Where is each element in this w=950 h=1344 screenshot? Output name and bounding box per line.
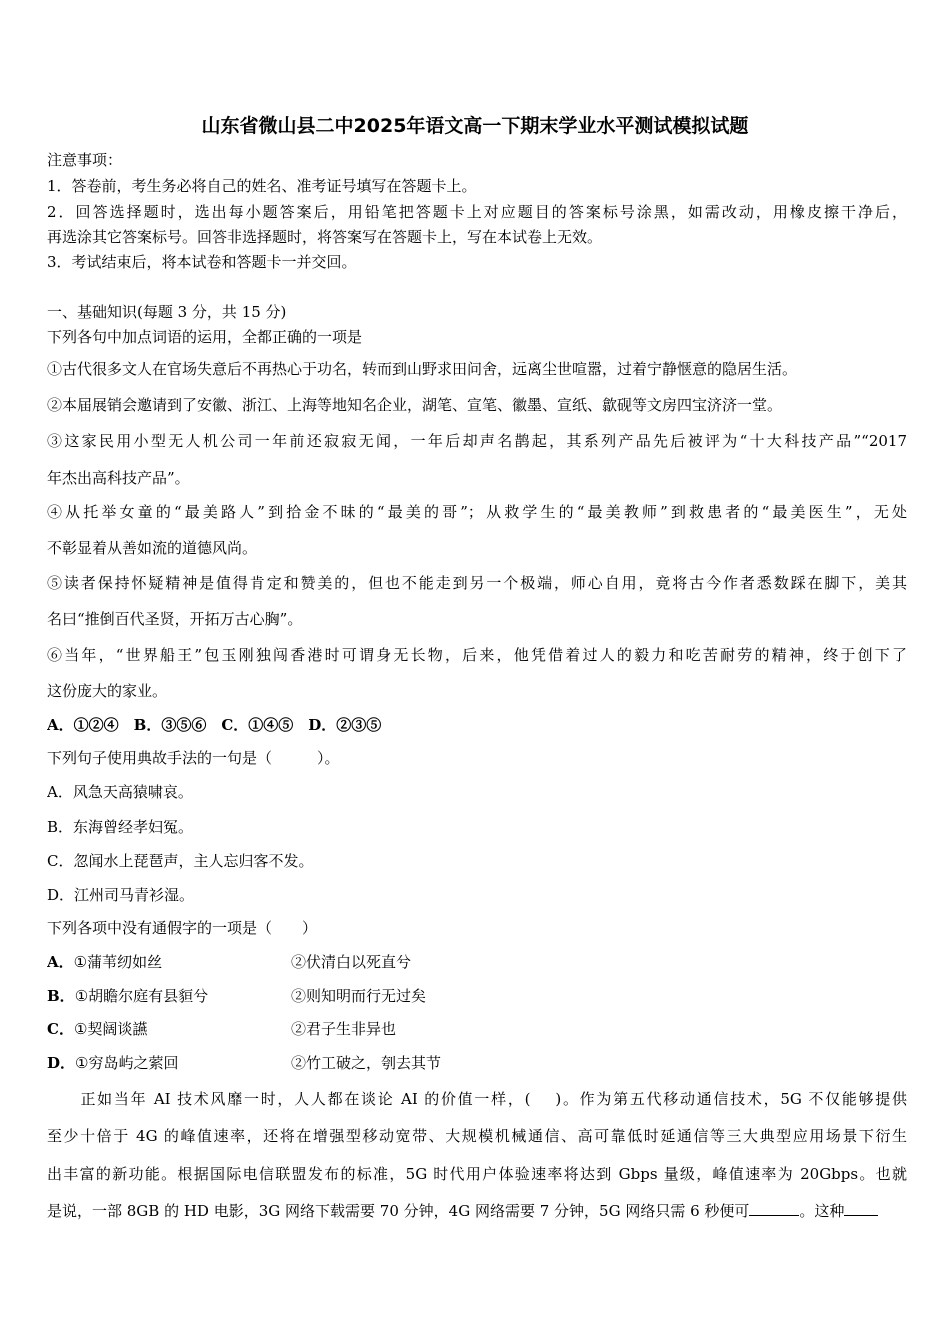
option-label: A．: [47, 953, 74, 971]
option-item-2: ②竹工破之，刳去其节: [291, 1054, 442, 1072]
question-line: ①古代很多文人在官场失意后不再热心于功名，转而到山野求田问舍，远离尘世喧嚣，过着宁静惬意的隐居生活。: [47, 360, 798, 378]
passage-text: 。这种: [799, 1202, 845, 1220]
option-item-2: ②伏清白以死直兮: [291, 953, 412, 971]
option-item-1: ①契阔谈讌: [73, 1020, 148, 1038]
passage-line: [47, 1199, 907, 1223]
passage-line: 至少十倍于 4G 的峰值速率，还将在增强型移动宽带、大规模机械通信、高可靠低时延通信等三大典型应用场景下衍生: [47, 1127, 907, 1145]
option-item-1: ①胡瞻尔庭有县貆兮: [74, 987, 209, 1005]
notice-item: 1．答卷前，考生务必将自己的姓名、准考证号填写在答题卡上。: [47, 177, 477, 195]
question-line: ③这家民用小型无人机公司一年前还寂寂无闻，一年后却声名鹊起，其系列产品先后被评为“十大科技产品”“2017: [47, 432, 907, 450]
question-line: ②本届展销会邀请到了安徽、浙江、上海等地知名企业，湖笔、宣笔、徽墨、宣纸、歙砚等文房四宝济济一堂。: [47, 396, 783, 414]
option-label: D．: [47, 1054, 76, 1072]
question-stem: 下列句子使用典故手法的一句是（ ）。: [47, 749, 340, 767]
question-line: 年杰出高科技产品”。: [47, 469, 190, 487]
notice-item: 3．考试结束后，将本试卷和答题卡一并交回。: [47, 253, 357, 271]
passage-line: 正如当年 AI 技术风靡一时，人人都在谈论 AI 的价值一样，( )。作为第五代移动通信技术，5G 不仅能够提供: [47, 1090, 907, 1108]
document-title: 山东省微山县二中2025年语文高一下期末学业水平测试模拟试题: [201, 115, 749, 137]
option-item-1: ①蒲苇纫如丝: [73, 953, 163, 971]
notice-item: 2．回答选择题时，选出每小题答案后，用铅笔把答题卡上对应题目的答案标号涂黑，如需改动，用橡皮擦干净后，: [47, 203, 907, 221]
passage-line: 出丰富的新功能。根据国际电信联盟发布的标准，5G 时代用户体验速率将达到 Gbps 量级，峰值速率为 20Gbps。也就: [47, 1165, 907, 1183]
option-label: C．: [47, 1020, 74, 1038]
option-item-1: ①穷岛屿之萦回: [75, 1054, 179, 1072]
answer-option-row: [47, 1051, 907, 1075]
answer-option-row: [47, 950, 907, 974]
answer-option: B．东海曾经孝妇冤。: [47, 818, 194, 836]
fill-blank: [749, 1199, 799, 1216]
section-heading: 一、基础知识(每题 3 分，共 15 分): [47, 303, 287, 321]
fill-blank: [844, 1199, 878, 1216]
option-label: B．: [47, 987, 75, 1005]
option-item-2: ②则知明而行无过矣: [291, 987, 427, 1005]
answer-option-row: [47, 984, 907, 1008]
notice-heading: 注意事项：: [47, 151, 123, 169]
question-line: ④从托举女童的“最美路人”到拾金不昧的“最美的哥”；从救学生的“最美教师”到救患者的“最美医生”，无处: [47, 503, 907, 521]
answer-option: D．江州司马青衫湿。: [47, 886, 195, 904]
question-stem: 下列各句中加点词语的运用，全都正确的一项是: [47, 328, 363, 346]
question-line: 这份庞大的家业。: [47, 682, 168, 700]
answer-option: A．风急天高猿啸哀。: [47, 783, 193, 801]
question-line: ⑤读者保持怀疑精神是值得肯定和赞美的，但也不能走到另一个极端，师心自用，竟将古今作者悉数踩在脚下，美其: [47, 574, 907, 592]
answer-option-row: [47, 1017, 907, 1041]
passage-text: 是说，一部 8GB 的 HD 电影，3G 网络下载需要 70 分钟，4G 网络需要 7 分钟，5G 网络只需 6 秒便可: [47, 1202, 750, 1220]
answer-option: C．忽闻水上琵琶声，主人忘归客不发。: [47, 852, 314, 870]
question-line: ⑥当年，“世界船王”包玉刚独闯香港时可谓身无长物，后来，他凭借着过人的毅力和吃苦耐劳的精神，终于创下了: [47, 646, 907, 664]
question-stem: 下列各项中没有通假字的一项是（ ）: [47, 919, 318, 937]
question-line: 不彰显着从善如流的道德风尚。: [47, 539, 258, 557]
option-item-2: ②君子生非异也: [291, 1020, 397, 1038]
answer-options: A．①②④ B．③⑤⑥ C．①④⑤ D．②③⑤: [47, 716, 382, 734]
question-line: 名曰“推倒百代圣贤，开拓万古心胸”。: [47, 610, 303, 628]
notice-item: 再选涂其它答案标号。回答非选择题时，将答案写在答题卡上，写在本试卷上无效。: [47, 228, 603, 246]
